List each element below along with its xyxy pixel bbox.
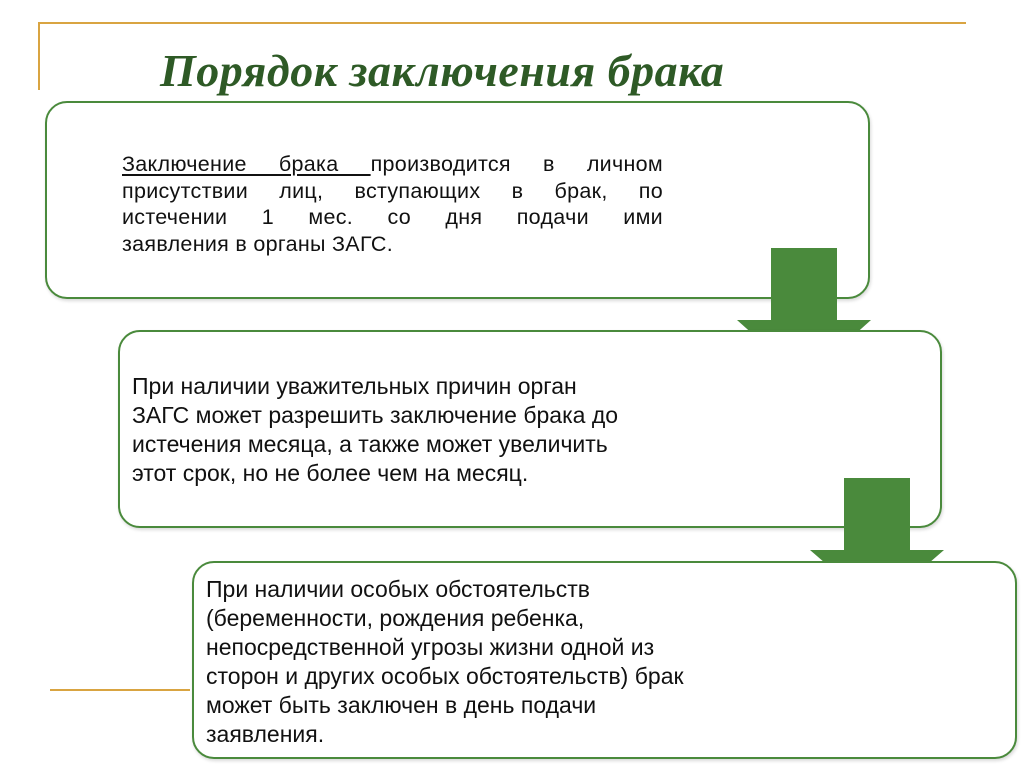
step-1-line-1-rest: производится в личном [370, 152, 663, 176]
slide-title: Порядок заключения брака [160, 45, 725, 96]
step-3-line-1: При наличии особых обстоятельств [206, 576, 591, 602]
decorative-left-line [38, 22, 40, 90]
step-box-3 [192, 561, 1017, 759]
step-2-line-4: этот срок, но не более чем на месяц. [132, 460, 529, 486]
step-1-line-1 [122, 151, 663, 178]
step-1-line-2: присутствии лиц, вступающих в брак, по [122, 178, 663, 203]
step-2-text [132, 372, 618, 488]
step-3-line-3: непосредственной угрозы жизни одной из [206, 634, 655, 660]
step-1-line-3: истечении 1 мес. со дня подачи ими [122, 205, 663, 229]
step-2-line-2: ЗАГС может разрешить заключение брака до [132, 402, 619, 428]
decorative-bottom-line [50, 689, 190, 691]
step-1-line-4: заявления в органы ЗАГС. [122, 231, 394, 256]
step-3-line-4: сторон и других особых обстоятельств) брак [206, 663, 684, 689]
step-3-text [206, 575, 684, 749]
step-1-underlined-term: Заключение брака [122, 152, 371, 176]
step-3-line-6: заявления. [206, 721, 325, 747]
decorative-top-line [38, 22, 966, 24]
step-3-line-5: может быть заключен в день подачи [206, 692, 597, 718]
step-1-text [122, 151, 663, 257]
step-2-line-3: истечения месяца, а также может увеличить [132, 431, 608, 457]
step-2-line-1: При наличии уважительных причин орган [132, 373, 577, 399]
step-3-line-2: (беременности, рождения ребенка, [206, 605, 585, 631]
